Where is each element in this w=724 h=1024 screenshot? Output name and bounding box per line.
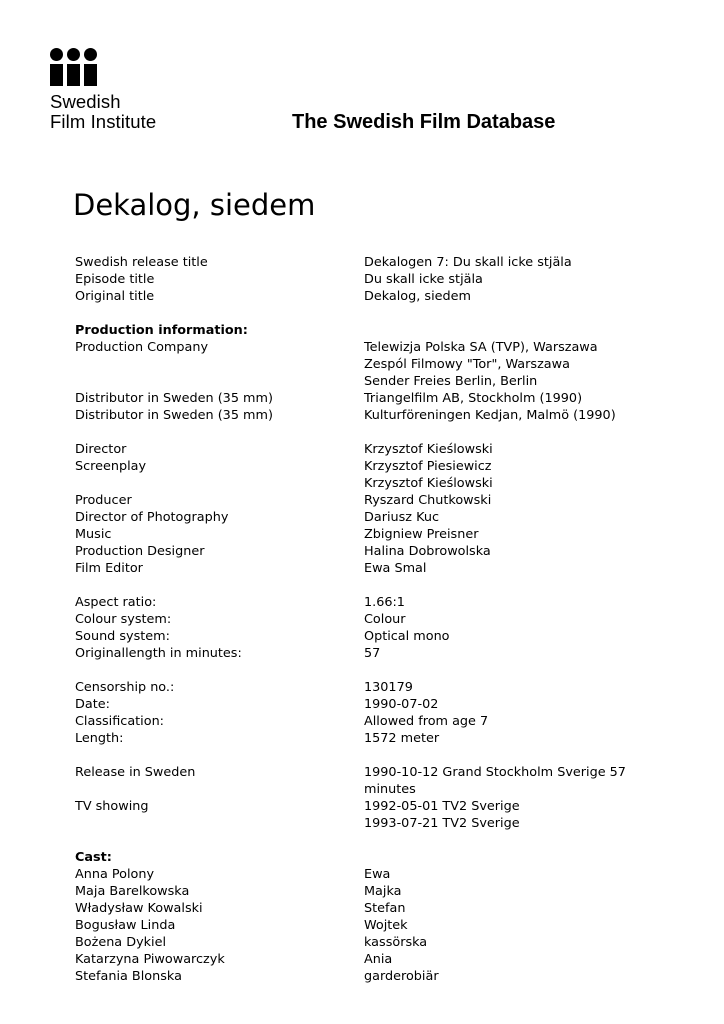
- detail-values: [364, 390, 634, 407]
- detail-row: [75, 764, 675, 798]
- detail-values: [364, 407, 634, 424]
- detail-values: [364, 849, 634, 866]
- detail-value: 1572 meter: [364, 731, 440, 746]
- detail-value: Ewa Smal: [364, 561, 427, 576]
- detail-label: Originallength in minutes:: [75, 646, 242, 661]
- detail-row: [75, 679, 675, 696]
- detail-value: 1.66:1: [364, 595, 405, 610]
- row-spacer: [75, 662, 675, 679]
- detail-values: [364, 441, 634, 458]
- detail-label: Colour system:: [75, 612, 172, 627]
- detail-values: [364, 526, 634, 543]
- detail-values: [364, 645, 634, 662]
- detail-value: Ewa: [364, 867, 391, 882]
- detail-row: [75, 390, 675, 407]
- detail-row: [75, 543, 675, 560]
- swedish-film-institute-logo: [50, 48, 190, 132]
- detail-row: [75, 917, 675, 934]
- detail-values: [364, 866, 634, 883]
- detail-values: [364, 934, 634, 951]
- detail-label: Censorship no.:: [75, 680, 175, 695]
- detail-values: [364, 951, 634, 968]
- detail-values: [364, 560, 634, 577]
- detail-values: [364, 611, 634, 628]
- detail-row: [75, 628, 675, 645]
- section-heading-row: [75, 322, 675, 339]
- detail-label: Film Editor: [75, 561, 143, 576]
- detail-values: [364, 696, 634, 713]
- detail-label: Bogusław Linda: [75, 918, 176, 933]
- detail-value: Krzysztof Kieślowski: [364, 442, 493, 457]
- section-heading: Production information:: [75, 323, 248, 338]
- detail-row: [75, 441, 675, 458]
- detail-label: Anna Polony: [75, 867, 155, 882]
- detail-values: [364, 509, 634, 526]
- detail-label: Distributor in Sweden (35 mm): [75, 408, 273, 423]
- detail-values: [364, 254, 634, 271]
- section-heading: Cast:: [75, 850, 112, 865]
- detail-value: Dariusz Kuc: [364, 510, 439, 525]
- detail-value: Zespól Filmowy "Tor", Warszawa: [364, 357, 570, 372]
- detail-value: Ryszard Chutkowski: [364, 493, 492, 508]
- detail-row: [75, 730, 675, 747]
- detail-values: [364, 883, 634, 900]
- detail-values: [364, 339, 634, 390]
- detail-row: [75, 526, 675, 543]
- detail-values: [364, 543, 634, 560]
- detail-values: [364, 458, 634, 492]
- detail-values: [364, 271, 634, 288]
- detail-value: Optical mono: [364, 629, 450, 644]
- detail-value: Stefan: [364, 901, 406, 916]
- detail-values: [364, 594, 634, 611]
- row-spacer: [75, 577, 675, 594]
- detail-label: Aspect ratio:: [75, 595, 157, 610]
- detail-label: Bożena Dykiel: [75, 935, 167, 950]
- film-details-table: [75, 254, 675, 985]
- detail-value: Triangelfilm AB, Stockholm (1990): [364, 391, 583, 406]
- detail-label: Director of Photography: [75, 510, 229, 525]
- detail-label: Date:: [75, 697, 110, 712]
- detail-label: Producer: [75, 493, 132, 508]
- detail-value: 1990-07-02: [364, 697, 439, 712]
- detail-value: Krzysztof Piesiewicz: [364, 459, 492, 474]
- detail-label: Screenplay: [75, 459, 147, 474]
- detail-value: Colour: [364, 612, 406, 627]
- logo-text: [50, 92, 190, 132]
- detail-label: Production Designer: [75, 544, 205, 559]
- detail-value: Halina Dobrowolska: [364, 544, 491, 559]
- detail-value: Krzysztof Kieślowski: [364, 476, 493, 491]
- detail-value: Allowed from age 7: [364, 714, 489, 729]
- detail-values: [364, 713, 634, 730]
- detail-label: Music: [75, 527, 112, 542]
- detail-value: Zbigniew Preisner: [364, 527, 479, 542]
- detail-row: [75, 254, 675, 271]
- detail-row: [75, 883, 675, 900]
- detail-value: 57: [364, 646, 381, 661]
- detail-value: Dekalog, siedem: [364, 289, 471, 304]
- film-title: Dekalog, siedem: [73, 188, 316, 222]
- detail-label: Production Company: [75, 340, 209, 355]
- logo-line-2: Film Institute: [50, 111, 157, 132]
- detail-label: Length:: [75, 731, 124, 746]
- detail-row: [75, 866, 675, 883]
- logo-mark-icon: [50, 48, 100, 88]
- detail-label: Distributor in Sweden (35 mm): [75, 391, 273, 406]
- row-spacer: [75, 424, 675, 441]
- detail-row: [75, 509, 675, 526]
- logo-line-1: Swedish: [50, 91, 121, 112]
- detail-value: 1993-07-21 TV2 Sverige: [364, 816, 520, 831]
- detail-row: [75, 492, 675, 509]
- detail-values: [364, 798, 634, 832]
- detail-value: Sender Freies Berlin, Berlin: [364, 374, 538, 389]
- row-spacer: [75, 305, 675, 322]
- detail-label: Stefania Blonska: [75, 969, 182, 984]
- detail-label: Katarzyna Piwowarczyk: [75, 952, 225, 967]
- detail-row: [75, 900, 675, 917]
- detail-row: [75, 798, 675, 832]
- row-spacer: [75, 832, 675, 849]
- database-title: The Swedish Film Database: [292, 111, 556, 133]
- detail-values: [364, 288, 634, 305]
- detail-value: 1990-10-12 Grand Stockholm Sverige 57 minutes: [364, 765, 626, 797]
- detail-label: Release in Sweden: [75, 765, 196, 780]
- detail-row: [75, 645, 675, 662]
- detail-values: [364, 968, 634, 985]
- detail-value: garderobiär: [364, 969, 439, 984]
- detail-row: [75, 696, 675, 713]
- detail-row: [75, 339, 675, 390]
- detail-value: Du skall icke stjäla: [364, 272, 483, 287]
- detail-values: [364, 492, 634, 509]
- detail-row: [75, 458, 675, 492]
- detail-label: Sound system:: [75, 629, 170, 644]
- detail-value: kassörska: [364, 935, 428, 950]
- detail-values: [364, 917, 634, 934]
- detail-label: Original title: [75, 289, 155, 304]
- detail-value: Ania: [364, 952, 393, 967]
- detail-label: Maja Barelkowska: [75, 884, 190, 899]
- detail-label: Classification:: [75, 714, 164, 729]
- detail-values: [364, 322, 634, 339]
- detail-row: [75, 560, 675, 577]
- detail-row: [75, 271, 675, 288]
- detail-row: [75, 611, 675, 628]
- detail-values: [364, 900, 634, 917]
- detail-value: 1992-05-01 TV2 Sverige: [364, 799, 520, 814]
- detail-row: [75, 288, 675, 305]
- detail-values: [364, 764, 634, 798]
- detail-label: TV showing: [75, 799, 149, 814]
- detail-value: Kulturföreningen Kedjan, Malmö (1990): [364, 408, 616, 423]
- detail-label: Director: [75, 442, 127, 457]
- detail-value: 130179: [364, 680, 413, 695]
- detail-label: Episode title: [75, 272, 155, 287]
- detail-row: [75, 407, 675, 424]
- detail-value: Dekalogen 7: Du skall icke stjäla: [364, 255, 572, 270]
- detail-row: [75, 968, 675, 985]
- detail-values: [364, 628, 634, 645]
- detail-value: Telewizja Polska SA (TVP), Warszawa: [364, 340, 598, 355]
- detail-row: [75, 951, 675, 968]
- row-spacer: [75, 747, 675, 764]
- detail-label: Swedish release title: [75, 255, 208, 270]
- section-heading-row: [75, 849, 675, 866]
- detail-value: Wojtek: [364, 918, 408, 933]
- detail-values: [364, 730, 634, 747]
- detail-row: [75, 594, 675, 611]
- detail-row: [75, 713, 675, 730]
- detail-label: Władysław Kowalski: [75, 901, 203, 916]
- detail-values: [364, 679, 634, 696]
- detail-value: Majka: [364, 884, 402, 899]
- detail-row: [75, 934, 675, 951]
